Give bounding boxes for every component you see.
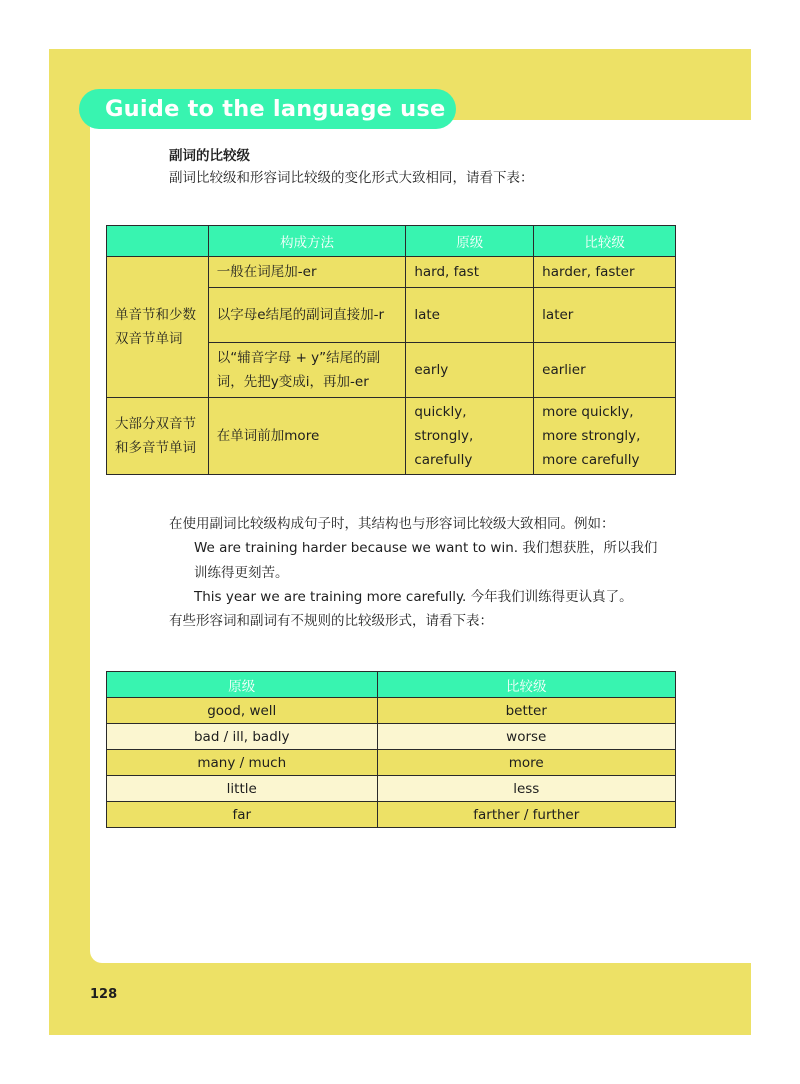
base-cell: quickly, strongly, carefully (406, 398, 534, 475)
irregular-intro-paragraph: 有些形容词和副词有不规则的比较级形式，请看下表： (169, 613, 493, 629)
irregular-comparative-table (106, 671, 676, 828)
table-row (107, 750, 676, 776)
table-header-row (107, 226, 676, 257)
usage-paragraph: 在使用副词比较级构成句子时，其结构也与形容词比较级大致相同。例如： (169, 516, 615, 532)
page-number: 128 (90, 987, 118, 1002)
comparative-cell: farther / further (377, 802, 675, 828)
method-cell: 以字母e结尾的副词直接加-r (208, 288, 406, 343)
table-row (107, 724, 676, 750)
intro-paragraph: 副词比较级和形容词比较级的变化形式大致相同，请看下表： (169, 170, 534, 186)
table-header-cell: 比较级 (534, 226, 676, 257)
base-cell: good, well (107, 698, 378, 724)
comparative-cell: later (534, 288, 676, 343)
table-header-cell: 构成方法 (208, 226, 406, 257)
table-header-cell (107, 226, 209, 257)
example-sentence-2: This year we are training more carefully. 今年我们训练得更认真了。 (194, 589, 633, 605)
category-cell: 单音节和少数双音节单词 (107, 257, 209, 398)
table-row (107, 257, 676, 288)
example-sentence-1: We are training harder because we want to win. 我们想获胜，所以我们 (194, 540, 658, 556)
example-sentence-1-continued: 训练得更刻苦。 (194, 565, 289, 581)
base-cell: little (107, 776, 378, 802)
base-cell: hard, fast (406, 257, 534, 288)
comparative-cell: less (377, 776, 675, 802)
comparative-cell: better (377, 698, 675, 724)
table-row (107, 398, 676, 475)
table-header-cell: 原级 (107, 672, 378, 698)
comparative-cell: worse (377, 724, 675, 750)
base-cell: early (406, 343, 534, 398)
adverb-comparative-table (106, 225, 676, 475)
method-cell: 在单词前加more (208, 398, 406, 475)
table-header-cell: 比较级 (377, 672, 675, 698)
comparative-cell: more (377, 750, 675, 776)
comparative-cell: earlier (534, 343, 676, 398)
table-row (107, 776, 676, 802)
method-cell: 一般在词尾加-er (208, 257, 406, 288)
comparative-cell: more quickly, more strongly, more carefully (534, 398, 676, 475)
method-cell: 以“辅音字母 + y”结尾的副词，先把y变成i，再加-er (208, 343, 406, 398)
base-cell: bad / ill, badly (107, 724, 378, 750)
section-title: 副词的比较级 (169, 148, 250, 164)
section-banner: Guide to the language use (79, 89, 456, 129)
table-header-row (107, 672, 676, 698)
base-cell: late (406, 288, 534, 343)
table-row (107, 802, 676, 828)
base-cell: many / much (107, 750, 378, 776)
base-cell: far (107, 802, 378, 828)
table-row (107, 698, 676, 724)
category-cell: 大部分双音节和多音节单词 (107, 398, 209, 475)
table-header-cell: 原级 (406, 226, 534, 257)
comparative-cell: harder, faster (534, 257, 676, 288)
